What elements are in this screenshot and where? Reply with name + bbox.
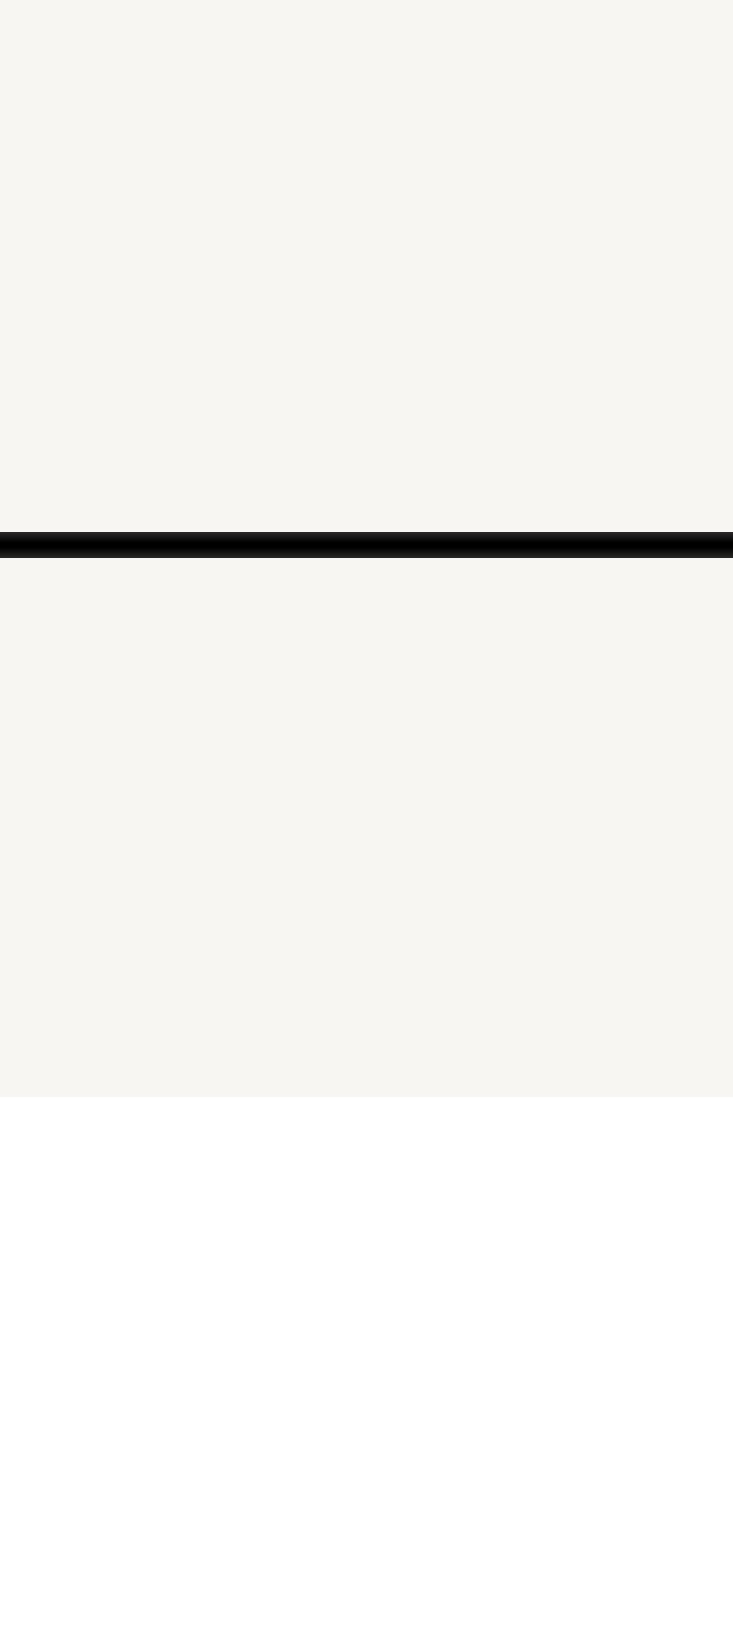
book-gutter (0, 532, 733, 558)
